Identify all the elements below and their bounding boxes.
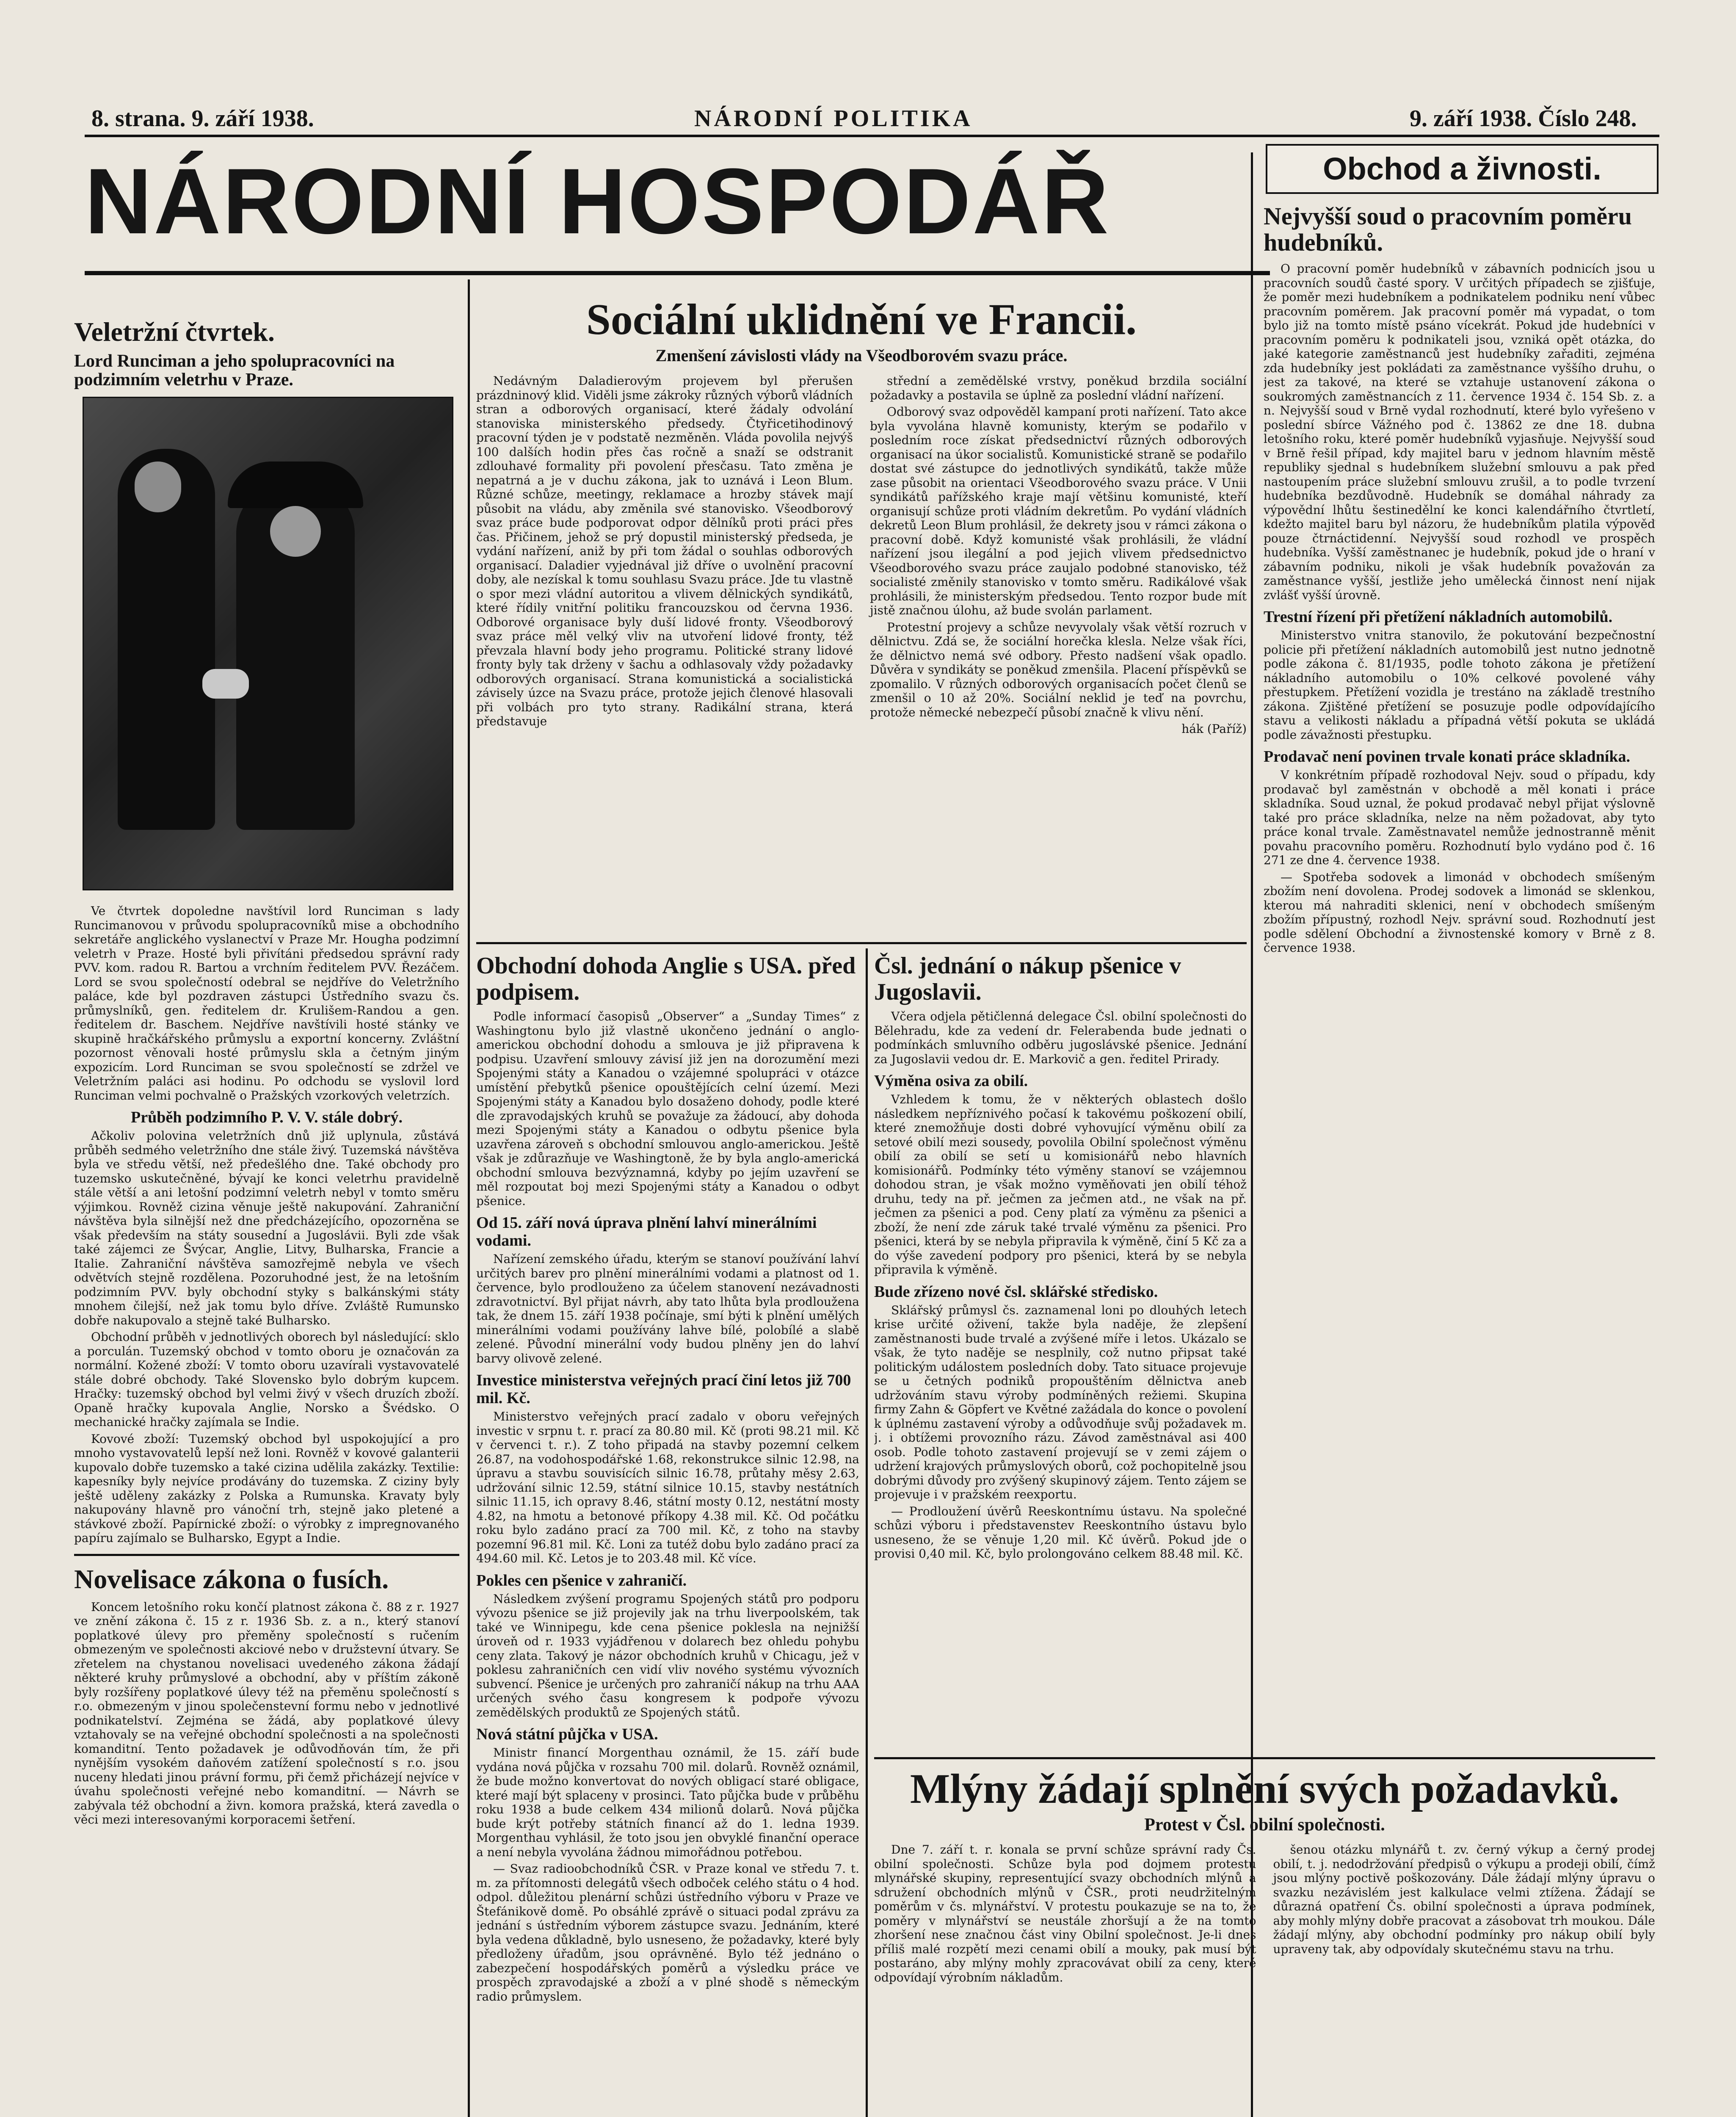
article-rule: [874, 1757, 1655, 1759]
article-paragraph: Kovové zboží: Tuzemský obchod byl uspokojující a pro mnoho vystavovatelů lepší než loni. Rovněž v kovové galanterii kupovalo dobře tuzemsko a také cizina udělila zakázky. Textilie: kapesníky byly nejvíce prodávány do tuzemska. Z ciziny byly ještě uděleny zakázky z Polska a Rumunska. Kravaty byly nakupovány hlavně pro vánoční trh, stejně jako pletené a stávkové zboží. Papírnické zboží: o výrobky z impregnovaného papíru zajímalo se Bulharsko, Egypt a Indie.: [74, 1432, 459, 1545]
subheading: Nová státní půjčka v USA.: [476, 1725, 658, 1743]
article-paragraph: Obchodní průběh v jednotlivých oborech byl následující: sklo a porculán. Tuzemský obchod v tomto oboru je označován za normální. Kožené zboží: V tomto oboru uzavírali vystavovatelé stále dobré obchody. Také Slovensko bylo dobrým kupcem. Hračky: tuzemský obchod byl velmi živý v všech druzích zboží. Opaně hračky kupovala Anglie, Norsko a Švédsko. O mechanické hračky zajímala se Indie.: [74, 1330, 459, 1429]
section-banner-title: Obchod a živnosti.: [1323, 151, 1601, 186]
headline-mills: Mlýny žádají splnění svých požadavků.: [910, 1766, 1620, 1812]
column-middle-left: [476, 953, 859, 2117]
article-paragraph: O pracovní poměr hudebníků v zábavních podnicích jsou u pracovních soudů časté spory. V určitých případech se zjišťuje, že poměr mezi hudebníkem a podnikatelem podniku není vůbec pracovním poměrem. Jak pracovní poměr má vypadat, o tom bylo již na tomto místě psáno vícekrát. Pokud jde hudebníci v pracovním poměru k podnikateli jsou, vzniká opět otázka, do jaké kategorie zaměstnanců jest hudebníky zařaditi, zejména zda hudebníky jest pokládati za zaměstnance vyššího druhu, o jest za takové, na které se vztahuje ustanovení zákona o soukromých zaměstnancích z 11. července 1934 č. 154 Sb. z. a n. Nejvyšší soud v Brně vydal rozhodnutí, které bylo vyřešeno v poslední sbírce Vážného pod č. 13862 ze dne 18. dubna letošního roku, které poměr hudebníků vyjasňuje. Nejvyšší soud v Brně řešil případ, kdy majitel baru v jednom hlavním městě republiky sjednal s hudebníkem služební smlouvu a pak před nastoupením práce služební smlouvu zrušil, a to podle tvrzení hudebníka bezdůvodně. Hudebník se domáhal náhrady za výpovědní lhůtu šestinedělní ke konci kalendářního čtvrtletí, kdežto majitel baru byl názoru, že hudebníkům platila výpověď pouze čtrnáctidenní. Nejvyšší soud rozhodl ve prospěch hudebníka. Vyšší zaměstnanec je hudebník, pokud jde o hraní v zábavním podniku, nikoli je však hudebník považován za zaměstnance vyšší, jestliže jeho umělecká činnost není nijak zvlášť vyšší úrovně.: [1264, 262, 1655, 602]
article-paragraph: šenou otázku mlynářů t. zv. černý výkup a černý prodej obilí, t. j. nedodržování předpisů o výkupu a prodeji obilí, čímž jsou mlýny poctivě poškozovány. Dále žádají mlýny úpravu o svazku nezávislém jest kalkulace velmi ztížena. Žádají se důrazná opatření Čs. obilní společnosti a úprava podmínek, aby mohly mlýny dobře pracovat a zásobovat trh moukou. Dále žádají mlýny, aby obchodní podmínky pro nákup obilí byly upraveny tak, aby odpovídaly skutečnému stavu na trhu.: [1273, 1843, 1655, 1956]
article-paragraph: — Prodloužení úvěrů Reeskontnímu ústavu. Na společné schůzi výboru i představenstev Reeskontního ústavu bylo usneseno, že se věnuje 1,20 mil. Kč úvěrů. Pokud jde o provisi 0,40 mil. Kč, bylo prolongováno celkem 88.48 mil. Kč.: [874, 1504, 1247, 1561]
article-paragraph: střední a zemědělské vrstvy, poněkud brzdila sociální požadavky a postavila se úplně za poslední vládní nařízení.: [870, 374, 1247, 402]
article-france: [476, 296, 1247, 944]
article-rule: [476, 942, 1247, 944]
article-mills: [874, 1766, 1655, 2117]
headline-wheat-yugoslavia: Čsl. jednání o nákup pšenice v Jugoslavii.: [874, 953, 1181, 1005]
article-paragraph: Podle informací časopisů „Observer“ a „Sunday Times“ z Washingtonu bylo již vlastně ukončeno jednání o anglo-americkou obchodní dohodu a smlouva je již připravena k podpisu. Uzavření smlouvy závisí již jen na dorozumění mezi Spojenými státy a Kanadou o vzájemné spolupráci v otázce umístění přebytků pšenice opouštějících celní území. Mezi Spojenými státy a Kanadou bylo dosaženo dohody, podle které dle zpravodajských kruhů se považuje za žádoucí, aby dohoda mezi Spojenými státy a Kanadou o odbytu pšenice byla uzavřena zároveň s obchodní smlouvou anglo-americkou. Ještě však je zdůrazňuje ve Washingtoně, že by byla anglo-americká obchodní smlouva bezvýznamná, kdyby po jejím uzavření se měl rozpoutat boj mezi Spojenými státy a Kanadou o odbyt pšenice.: [476, 1009, 859, 1208]
article-paragraph: V konkrétním případě rozhodoval Nejv. soud o případu, kdy prodavač byl zaměstnán v obchodě a měl konati i práce skladníka. Soud uznal, že pokud prodavač nebyl přijat výslovně také pro práce skladníka, nelze na něm požadovat, aby tyto práce konal trvale. Zaměstnavatel nemůže jednostranně měnit povahu pracovního poměru. Rozhodnutí bylo vydáno pod č. 16 271 ze dne 4. července 1938.: [1264, 768, 1655, 867]
column-rule: [468, 279, 470, 2117]
kicker: Veletržní čtvrtek.: [74, 318, 275, 347]
article-paragraph: Protestní projevy a schůze nevyvolaly však větší rozruch v dělnictvu. Zdá se, že sociální horečka klesla. Nelze však říci, že dělnictvo nemá své odbory. Přesto nadšení však opadlo. Důvěra v syndikáty se poněkud zmenšila. Placení příspěvků se zpomalilo. V různých odborových organisacích počet členů se zmenšil o 10 až 20%. Sociální neklid je teď na povrchu, protože německé nebezpečí působí značně k vlivu nění.: [870, 620, 1247, 719]
column-middle-right: [874, 953, 1247, 1749]
headline-france: Sociální uklidnění ve Francii.: [586, 296, 1137, 344]
subheading: Od 15. září nová úprava plnění lahví minerálními vodami.: [476, 1214, 817, 1249]
headline-trade-agreement: Obchodní dohoda Anglie s USA. před podpisem.: [476, 953, 856, 1005]
subheading: Prodavač není povinen trvale konati práce skladníka.: [1264, 748, 1631, 766]
article-rule: [74, 1554, 459, 1556]
article-paragraph: — Spotřeba sodovek a limonád v obchodech smíšeným zbožím není dovolena. Prodej sodovek a limonád se sklenkou, kterou má nahraditi sklenici, není v obchodech smíšeným zbožím přípustný, rozhodl Nejv. správní soud. Rozhodnutí jest podle sdělení Obchodní a živnostenské komory v Brně z 8. července 1938.: [1264, 870, 1655, 955]
subheading: Trestní řízení při přetížení nákladních automobilů.: [1264, 608, 1613, 626]
headline-fuse: Novelisace zákona o fusích.: [74, 1564, 389, 1594]
section-banner: [1266, 144, 1659, 194]
article-paragraph: Včera odjela pětičlenná delegace Čsl. obilní společnosti do Bělehradu, kde za vedení dr. Felerabenda bude jednati o podmínkách smluvního odběru jugoslávské pšenice. Jednání za Jugoslavii vedou dr. E. Markovič a gen. ředitel Prirady.: [874, 1009, 1247, 1066]
news-photo: [83, 397, 453, 890]
article-paragraph: Sklářský průmysl čs. zaznamenal loni po dlouhých letech krise určité oživení, takže byla naděje, že zlepšení zaměstnanosti bude trvalé a zvýšené míře i letos. Ukázalo se však, že tyto naděje se nesplnily, což nutno připsat také politickým událostem posledních doby. Tato situace projevuje se u četných podniků propouštěním dělnictva aneb udržováním stavu výroby podmíněných režiemi. Skupina firmy Zahn & Göpfert ve Květné zažádala do konce o povolení k úplnému zastavení výroby a odůvodňuje svůj požadavek m. j. i obtížemi provozního rázu. Závod zaměstnával asi 400 osob. Podle tohoto zastavení projevují se v zemi zájem o udržení krajových průmyslových oborů, což pochopitelně jsou dobrými důvody pro zvýšený skupinový zájem. Tento zájem se projevuje i v pražském reexportu.: [874, 1303, 1247, 1501]
article-paragraph: Nařízení zemského úřadu, kterým se stanoví používání lahví určitých barev pro plnění minerálními vodami a platnost od 1. července, bylo prodlouženo za účelem stanovení nezávadnosti zdravotnictví. Byl přijat návrh, aby tato lhůta byla prodloužena tak, že dnem 15. září 1938 počínaje, smí býti k plnění umělých minerálními vodami používány lahve bílé, polobílé a slabě zelené. Původní minerální vody budou plněny jen do lahví barvy olivově zelené.: [476, 1252, 859, 1365]
article-paragraph: Ministerstvo veřejných prací zadalo v oboru veřejných investic v srpnu t. r. prací za 80.80 mil. Kč (proti 98.21 mil. Kč v červenci t. r.). Z toho připadá na stavby pozemní celkem 26.87, na vodohospodářské 1.68, rekonstrukce silnic 12.98, na úpravu a stavbu souvisících silnic 16.78, průtahy měsy 2.63, udržování silnic 12.59, státní silnice 10.15, stavby nestátních silnic 11.15, ich opravy 8.46, státní mosty 0.12, nestátní mosty 4.82, na hmotu a betonové příkopy 4.38 mil. Kč. Od počátku roku bylo zadáno prací za 700 mil. Kč, z toho na stavby pozemní 96.81 mil. Kč. Loni za tutéž dobu bylo zadáno prací za 494.60 mil. Kč. Letos je to 203.48 mil. Kč více.: [476, 1409, 859, 1565]
article-paragraph: Vzhledem k tomu, že v některých oblastech došlo následkem nepříznivého počasí k takovému poškození obilí, které znemožňuje dosti dobré vyhovující výměnu obilí za setové obilí mezi sousedy, povolila Obilní společnost výměnu obilí za obilí se setí u komisionářů nebo hlavních komisionářů. Podmínky této výměny stanoví se vzájemnou dohodou stran, je však možno vyměňovati jen obilí téhož druhu, tedy na př. ječmen za ječmen atd., ne však na př. ječmen za pšenici a pod. Ceny platí za výměnu za pšenici a zboží, že není zde záruk také trvalé výměnu za pšenici. Pro pšenici, která by se nebyla připravila k výměně, činí 5 Kč za a do výše zavedení podpory pro pšenici, která by se nebyla připravila k výměně.: [874, 1092, 1247, 1277]
subheading: Průběh podzimního P. V. V. stále dobrý.: [131, 1108, 403, 1127]
article-paragraph: Odborový svaz odpověděl kampaní proti nařízení. Tato akce byla vyvolána hlavně komunisty, kterým se podařilo v posledním roce získat předsednictví různých odborových organisací na úkor socialistů. Komunistické straně se podařilo dostat své zástupce do jednotlivých syndikátů, takže může zase působit na orientaci Všeodborového svazu práce. V Unii syndikátů pařížského kraje mají většinu komunisté, kteří organisují schůze proti vládním dekretům. Po vydání vládních dekretů Leon Blum prohlásil, že dekrety jsou v rámci zákona o pracovní době. Když komunisté však prohlásili, že vládní nařízení jsou ilegální a pod jejich vlivem předsednictvo Všeodborového svazu práce zaujalo podobné stanovisko, též socialisté změnily stanovisko v tomto směru. Radikálové však prohlásili, že ministerským předsedou. Tento rozpor bude mít jistě značnou úlohu, až bude svolán parlament.: [870, 405, 1247, 618]
column-left: [74, 318, 459, 2117]
subheading: Výměna osiva za obilí.: [874, 1072, 1028, 1090]
article-paragraph: Ve čtvrtek dopoledne navštívil lord Runciman s lady Runcimanovou v průvodu spolupracovníků mise a obchodního sekretáře anglického vyslanectví v Praze Mr. Hougha podzimní veletrh v Praze. Hosté byli přivítáni předsedou správní rady PVV. kom. radou R. Bartou a vrchním ředitelem PVV. Řezáčem. Lord se svou společností odebral se nejdříve do Veletržního paláce, kde byl pozdraven zástupci Ústředního svazu čs. průmyslníků, gen. ředitelem dr. Krulišem-Randou a gen. ředitelem dr. Baschem. Nejdříve navštívili hosté stánky ve skupině hračkářského průmyslu a exportní koncerny. Zvláštní pozornost věnovali hosté průmyslu skla a četným jiným expozicím. Lord Runciman se svou společností se zdržel ve Veletržním paláci asi hodinu. Po odchodu se vyslovil lord Runciman velmi pochvalně o Pražských vzorkových veletrzích.: [74, 904, 459, 1103]
article-paragraph: Následkem zvýšení programu Spojených států pro podporu vývozu pšenice se již projevily jak na trhu liverpoolském, tak také ve Winnipegu, kde cena pšenice poklesla na nejnižší úroveň od r. 1933 vyjádřenou v dolarech bez ohledu pohybu ceny zlata. Takový je názor obchodních kruhů v Chicagu, jež v poklesu zahraničních cen vidí vliv nového systému vývozních subvencí. Pšenice je určených pro zahraničí nákup na trhu AAA určených svého času kongresem k podpoře vývozu zemědělských produktů ze Spojených států.: [476, 1592, 859, 1719]
article-paragraph: — Svaz radioobchodníků ČSR. v Praze konal ve středu 7. t. m. za přítomnosti delegátů všech odboček celého státu o 4 hod. odpol. důležitou plenární schůzi ústředního výboru v Praze ve Štefánikově domě. Po obsáhlé zprávě o situaci podal zprávu za jednání s ústředním výborem zástupce svazu. Jednáním, které byla vedena důkladně, bylo usneseno, že požadavky, které byly předloženy úřadům, jsou oprávněné. Bylo též jednáno o zabezpečení hospodářských poměrů a výsledku práce ve prospěch zpravodajské a zboží a v plné shodě s německým radio průmyslem.: [476, 1862, 859, 2004]
subheading: Pokles cen pšenice v zahraničí.: [476, 1571, 687, 1589]
article-paragraph: Nedávným Daladierovým projevem byl přerušen prázdninový klid. Viděli jsme zákroky různých výborů vládních stran a odborových organisací, které žádaly odvolání stanoviska ministerského předsedy. Čtyřicetihodinový pracovní týden je v podstatě nezměněn. Vláda povolila nejvýš 100 dalších hodin přes čas ročně a snaží se odstranit zdlouhavé formality při povolení přesčasu. Tato změna je nepatrná a je v duchu zákona, jak to uznává i Leon Blum. Různé schůze, meetingy, reklamace a hrozby stávek mají působit na vládu, aby změnila své stanovisko. Všeodborový svaz práce bude podporovat odpor dělníků proti práci přes čas. Přičinem, jehož se prý dopustil ministerský předseda, je vydání nařízení, aniž by při tom žádal o souhlas odborových organisací. Daladier vyjednával již dříve o uvolnění pracovní doby, ale nezískal k tomu souhlasu Svazu práce. Jde tu vlastně o spor mezi vládní autoritou a vlivem dělnických syndikátů, které řídily vnitřní politiku francouzskou od června 1936. Odborové organisace byly duší lidové fronty. Všeodborový svaz práce měl velký vliv na utvoření lidové fronty, též převzala hlavní body jeho programu. Politické strany lidové fronty byly tak drženy v šachu a odhlasovaly vždy požadavky odborových organisací. Strana komunistická a socialistická závisely úzce na Svazu práce, protože jejich členové hlasovali při volbách pro tyto strany. Radikální strana, která představuje: [476, 374, 853, 729]
deck-france: Zmenšení závislosti vlády na Všeodborovém svazu práce.: [655, 346, 1068, 365]
article-paragraph: Koncem letošního roku končí platnost zákona č. 88 z r. 1927 ve znění zákona č. 15 z r. 1936 Sb. z. a n., který stanoví poplatkové úlevy pro přeměny společností s ručením obmezeným ve společnosti akciové nebo v družstevní útvary. Se zřetelem na chystanou novelisaci uvedeného zákona žádají některé kruhy průmyslové a obchodní, aby v příštím zákoně byly rozšířeny poplatkové úlevy též na přeměnu společností s r.o. obmezeným v jinou společenstevní formu nebo v jednotlivé podnikatelství. Zejména se žádá, aby poplatkové úlevy vztahovaly se na veřejné obchodní společnosti a na společnosti komanditní. Tento požadavek je odůvodňován tím, že při nynějším vysokém daňovém zatížení společností s r.o. jsou nuceny hledati jinou právní formu, při čemž přicházejí nejvíce v úvahu společnosti veřejné nebo komanditní. — Návrh se zabývala též obchodní a živn. komora pražská, která zavedla o věci mezi interesovanými korporacemi šetření.: [74, 1600, 459, 1827]
section-title: NÁRODNÍ HOSPODÁŘ: [85, 149, 1110, 253]
issue-number: 9. září 1938. Číslo 248.: [1410, 105, 1637, 132]
paper-name: NÁRODNÍ POLITIKA: [694, 105, 973, 132]
masthead-rule: [85, 135, 1659, 137]
author-signature: hák (Paříž): [1181, 722, 1247, 736]
page-number-date: 8. strana. 9. září 1938.: [91, 105, 314, 132]
subheading: Investice ministerstva veřejných prací činí letos již 700 mil. Kč.: [476, 1371, 851, 1407]
article-paragraph: Dne 7. září t. r. konala se první schůze správní rady Čs. obilní společnosti. Schůze byla pod dojmem protestu mlynářské skupiny, representující svazy obchodních mlýnů a sdružení obchodních mlýnů v ČSR., proti neudržitelným poměrům v čs. mlynářství. V protestu poukazuje se na to, že poměry v mlynářství se neustále zhoršují a že na tomto zhoršení nese značnou část viny Obilní společnost. Je-li dnes příliš malé rozpětí mezi cenami obilí a mouky, pak musí být postaráno, aby mlýny mohly zpracovávat obilí za ceny, které odpovídají výrobním nákladům.: [874, 1843, 1256, 1984]
column-rule: [866, 948, 868, 2117]
deck-mills: Protest v Čsl. obilní společnosti.: [1144, 1815, 1385, 1835]
headline-musicians: Nejvyšší soud o pracovním poměru hudebníků.: [1264, 203, 1632, 256]
article-paragraph: Ministerstvo vnitra stanovilo, že pokutování bezpečnostní policie při přetížení nákladních automobilů jest nutno jednotně podle zákona č. 81/1935, podle tohoto zákona je přetížení nákladního automobilu o 10% celkové povolené váhy přestupkem. Přetížení vozidla je trestáno na základě trestního zákona. Zjištěné přetížení se posuzuje podle odpovídajícího stavu a velikosti nákladu a případná větší pokuta se ukládá podle závažnosti přestupku.: [1264, 628, 1655, 742]
title-rule: [85, 271, 1270, 275]
subheading: Bude zřízeno nové čsl. sklářské středisko.: [874, 1282, 1158, 1301]
article-paragraph: Ačkoliv polovina veletržních dnů již uplynula, zůstává průběh sedmého veletržního dne stále živý. Tuzemská návštěva byla ve středu větší, než předešlého dne. Také obchody pro tuzemsko uskutečněné, bývají ke konci veletrhu pravidelně stále větší a ani letošní podzimní veletrh nebyl v tomto směru výjimkou. Rovněž cizina věnuje ještě nakupování. Zahraniční návštěva byla silnější než dne předcházejícího, opozorněna se však především na státy sousední a Jugoslávii. Byli zde však také zájemci ze Švýcar, Anglie, Litvy, Bulharska, Francie a Italie. Zahraniční návštěva samozřejmě nebyla ve všech odvětvích stejně rozdělena. Pozoruhodné jest, že na letošním podzimním PVV. byly obchodní styky s balkánskými státy mnohem čilejší, než jak tomu bylo dříve. Zvláště Rumunsko dobře nakupovalo a stejně také Bulharsko.: [74, 1129, 459, 1327]
headline-runciman: Lord Runciman a jeho spolupracovníci na podzimním veletrhu v Praze.: [74, 351, 395, 390]
article-paragraph: Ministr financí Morgenthau oznámil, že 15. září bude vydána nová půjčka v rozsahu 700 mil. dolarů. Rovněž oznámil, že bude možno konvertovat do nových obligací staré obligace, které mají být splaceny v prosinci. Tato půjčka bude v průběhu roku 1938 a bude celkem 434 milionů dolarů. Nová půjčka bude krýt potřeby státních financí až do 1. ledna 1939. Morgenthau vyhlásil, že toto jsou jen obvyklé finanční operace a není nebyla vyvolána žádnou mimořádnou potřebou.: [476, 1746, 859, 1859]
